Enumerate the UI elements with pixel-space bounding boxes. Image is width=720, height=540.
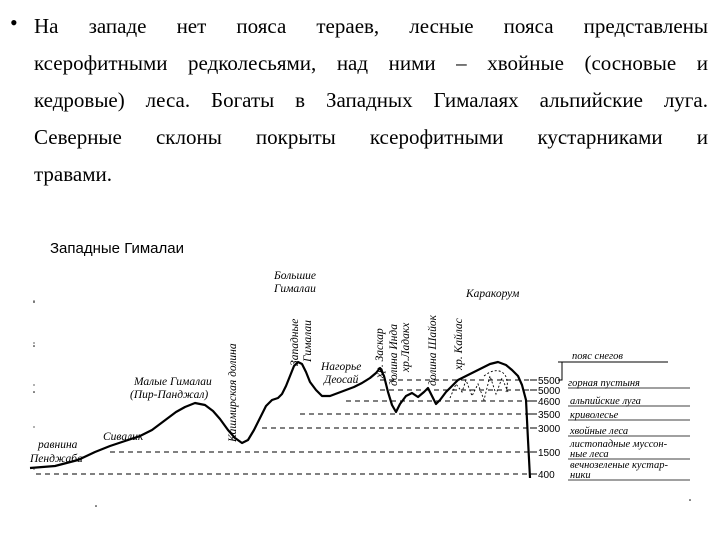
zone-label: ники xyxy=(570,470,591,481)
zone-label: ные леса xyxy=(570,449,609,460)
zone-label: пояс снегов xyxy=(572,351,623,362)
region-label: хр. Заскар xyxy=(374,328,386,378)
elevation-lines xyxy=(36,380,535,474)
snow-cap-hatch xyxy=(484,371,507,392)
region-label: Западные xyxy=(289,318,301,366)
elevation-label: 3000 xyxy=(538,424,561,435)
bullet-icon: • xyxy=(10,10,18,35)
region-label: долина Инда xyxy=(388,324,400,386)
region-label: Пенджаба xyxy=(30,453,83,465)
region-label: Гималаи xyxy=(302,320,314,362)
region-label: Деосай xyxy=(324,374,359,386)
paragraph-line: травами. xyxy=(34,162,112,186)
elevation-label: 1500 xyxy=(538,448,561,459)
zone-label: листопадные муссон- xyxy=(570,439,668,450)
diagram-title: Западные Гималаи xyxy=(50,240,184,257)
zone-legend xyxy=(568,351,668,481)
zone-label: горная пустыня xyxy=(568,378,640,389)
zone-label: хвойные леса xyxy=(570,426,629,437)
region-label: хр.Ладакх xyxy=(400,322,412,372)
zone-label: альпийские луга xyxy=(570,396,641,407)
region-label: равнина xyxy=(38,439,78,451)
elevation-label: 5500 xyxy=(538,376,561,387)
zone-label: вечнозеленые кустар- xyxy=(570,460,668,471)
region-label: Каракорум xyxy=(466,288,520,300)
region-label: Большие xyxy=(274,270,317,282)
region-label: долина Шайок xyxy=(427,315,439,386)
elevation-label: 400 xyxy=(538,470,555,481)
elevation-ticks xyxy=(530,380,537,474)
paragraph-line: ксерофитными редколесьями, над ними – хвойные (сосновые и xyxy=(34,51,708,75)
paragraph-line: кедровые) леса. Богаты в Западных Гималаях альпийские луга. xyxy=(34,88,708,112)
region-label: Сивалик xyxy=(103,431,144,443)
region-label: Нагорье xyxy=(321,361,362,373)
region-label: Гималаи xyxy=(274,283,316,295)
elevation-label: 3500 xyxy=(538,410,561,421)
paragraph-line: Северные склоны покрыты ксерофитными кустарниками и xyxy=(34,125,708,149)
region-label: (Пир-Панджал) xyxy=(130,389,209,401)
paragraph-line: На западе нет пояса тераев, лесные пояса представлены xyxy=(34,14,708,38)
region-label: Малые Гималаи xyxy=(134,376,212,388)
terrain-profile xyxy=(30,362,530,478)
zone-label: криволесье xyxy=(570,410,619,421)
region-label: Кашмирская долина xyxy=(227,343,239,442)
elevation-label: 5000 xyxy=(538,386,561,397)
region-label: хр. Кайлас xyxy=(453,318,465,370)
elevation-label: 4600 xyxy=(538,397,561,408)
